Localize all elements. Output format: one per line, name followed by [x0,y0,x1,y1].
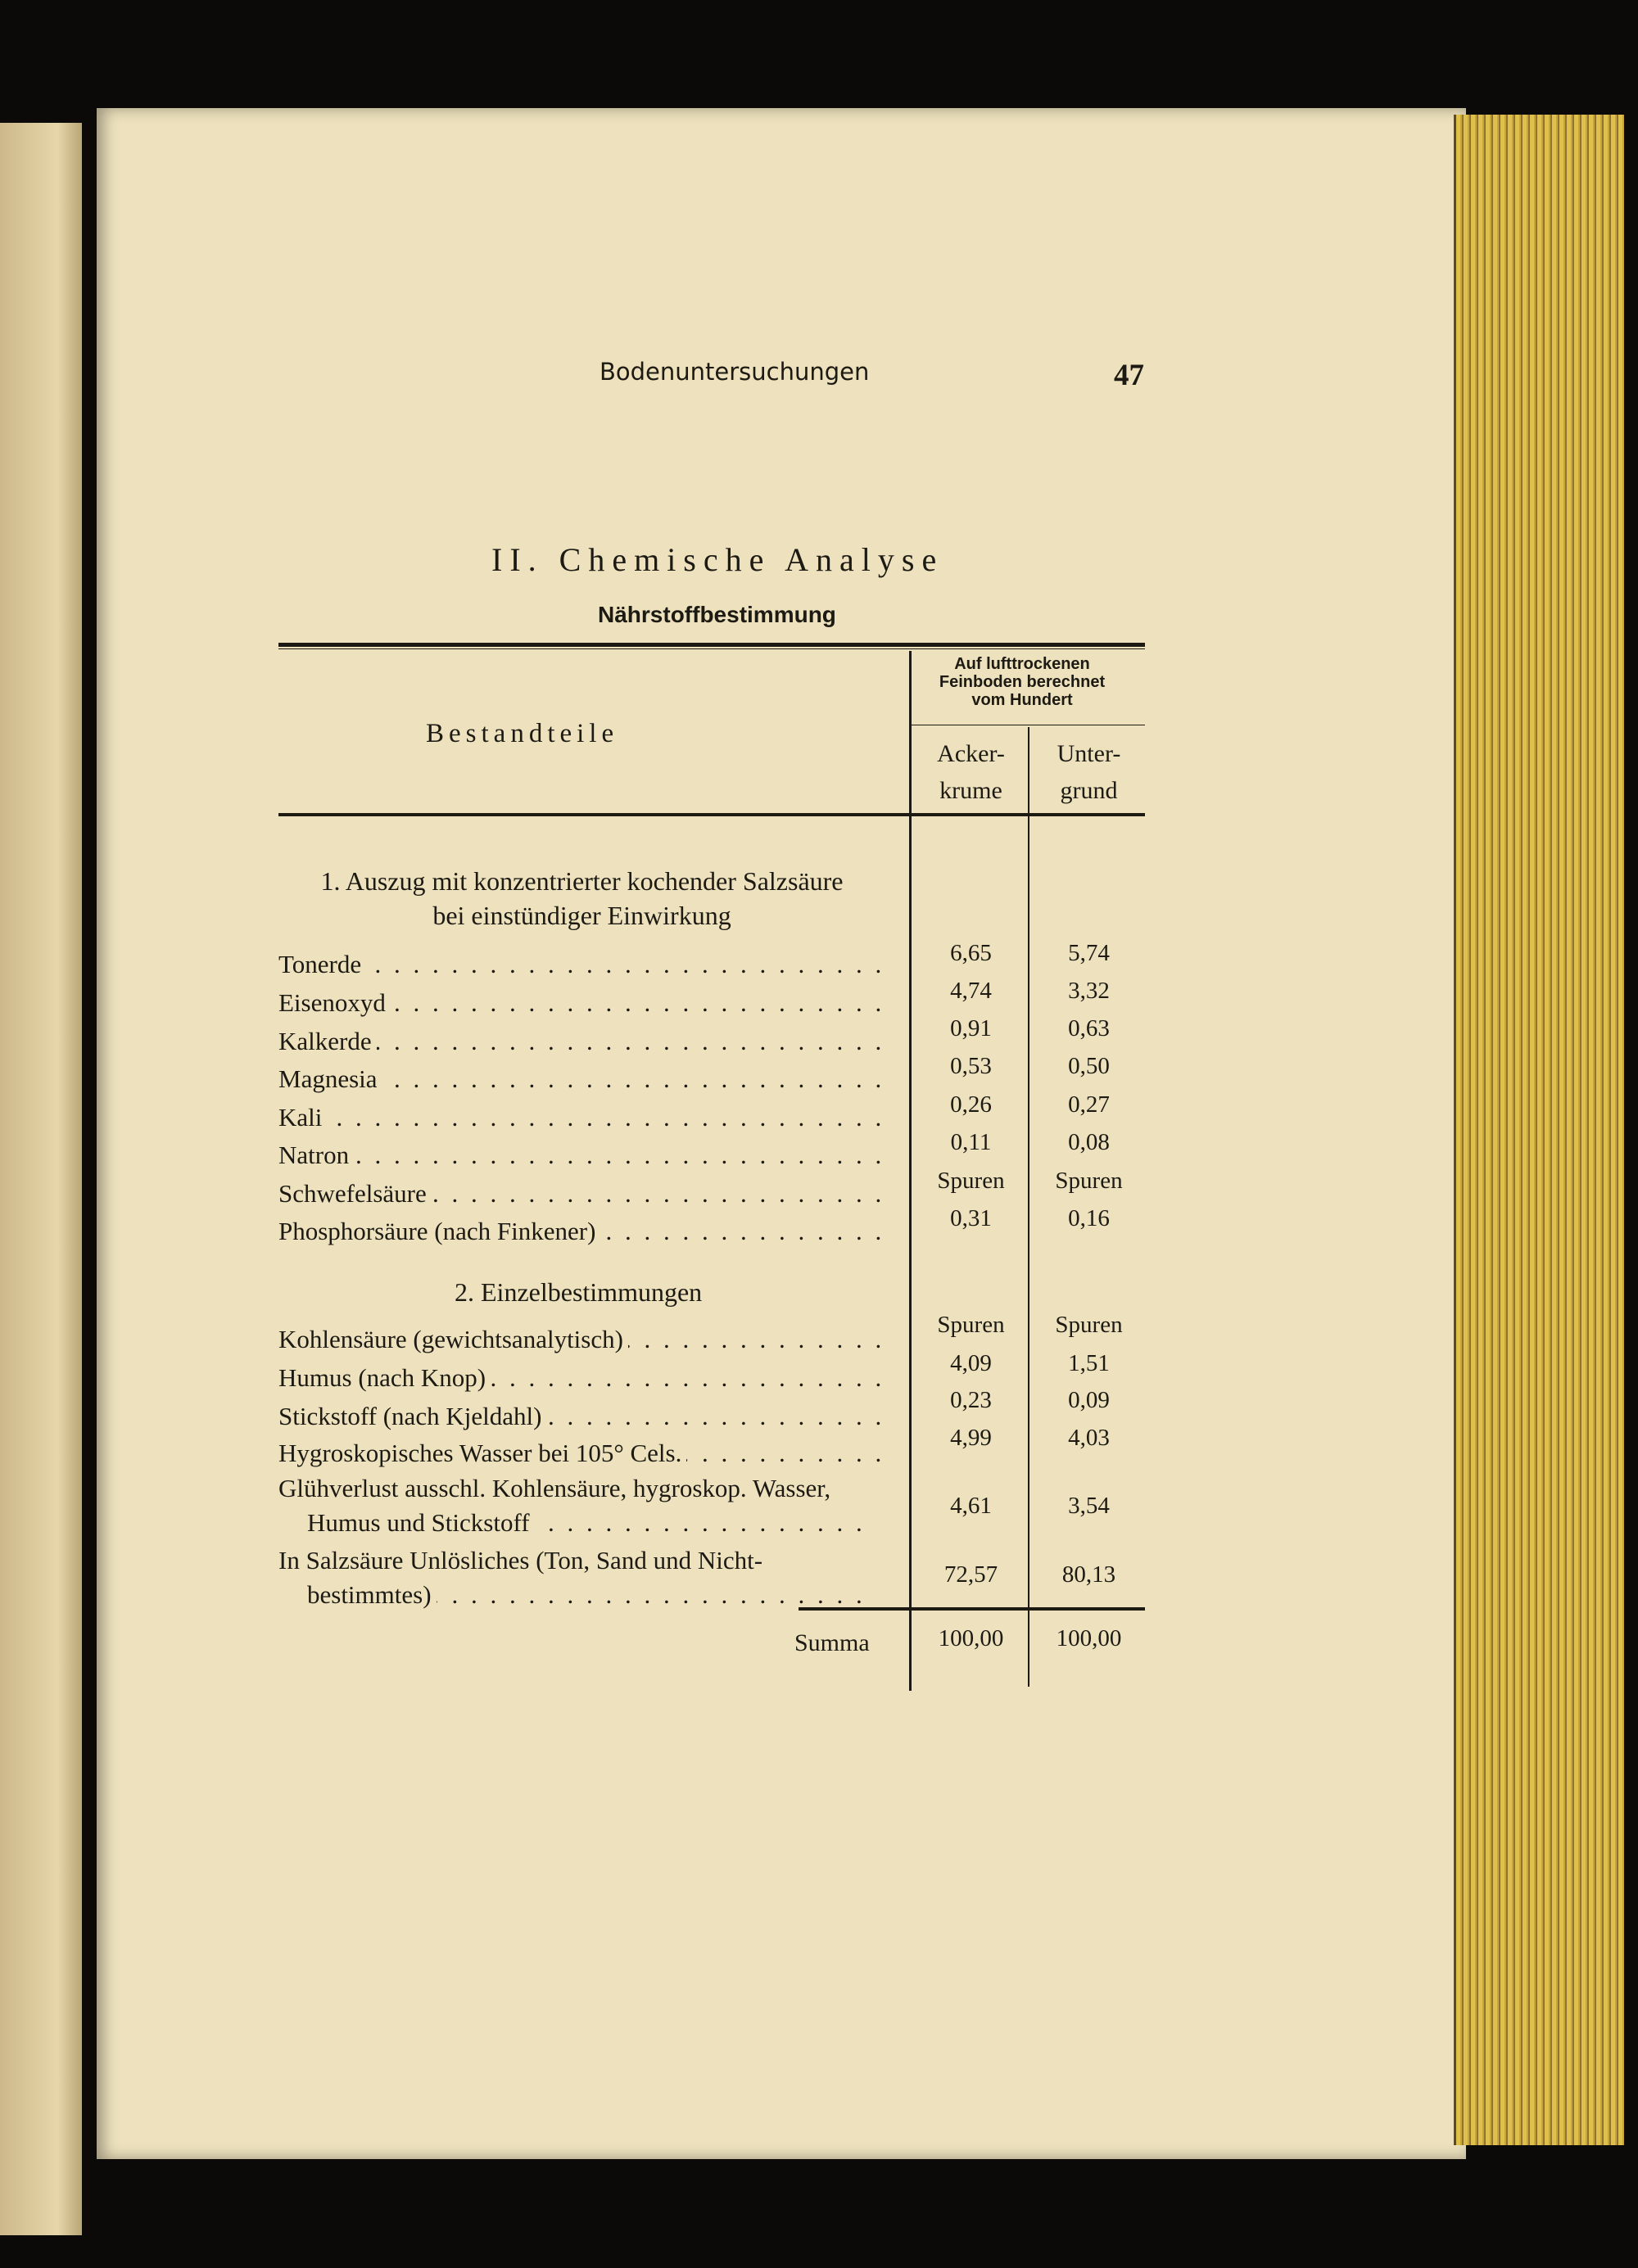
row-label-text: Tonerde [278,950,366,978]
column-group-header [912,655,1133,709]
row-label [278,1179,885,1209]
value-untergrund: 1,51 [1068,1350,1110,1376]
value-untergrund: 3,32 [1068,978,1110,1004]
running-title: Bodenuntersuchungen [600,358,870,386]
header-line: krume [939,777,1002,804]
row-label [278,1325,885,1354]
section-heading-einzelbestimmungen: 2. Einzelbestimmungen [455,1277,703,1307]
value-untergrund: 0,16 [1068,1205,1110,1231]
value-ackerkrume: 6,65 [950,940,992,966]
row-label [278,1027,885,1056]
row-label-text: Eisenoxyd [278,988,391,1017]
row-label-continuation: bestimmtes) [278,1580,437,1609]
value-ackerkrume: Spuren [937,1312,1005,1338]
summa-label: Summa [794,1629,870,1656]
value-ackerkrume: 4,99 [950,1425,992,1451]
row-label-text: Humus (nach Knop) [278,1363,491,1392]
row-label-text: Kohlensäure (gewichtsanalytisch) [278,1325,628,1353]
value-ackerkrume: 0,26 [950,1091,992,1118]
value-untergrund: Spuren [1055,1312,1123,1338]
section-heading-line: bei einstündiger Einwirkung [432,901,731,930]
header-line: Unter- [1057,740,1121,767]
row-label [278,1064,885,1094]
value-ackerkrume: Spuren [937,1168,1005,1194]
row-label-text: Kali [278,1103,327,1132]
row-label [278,1141,885,1170]
column-header-ackerkrume [916,735,1026,809]
section-heading-auszug [281,864,883,933]
value-ackerkrume: 0,53 [950,1053,992,1079]
row-label [278,1439,885,1468]
row-label-text: Glühverlust ausschl. Kohlensäure, hygroskop. Wasser, [278,1474,835,1502]
column-header-untergrund [1034,735,1144,809]
value-untergrund: 80,13 [1061,1561,1116,1588]
header-bottom-rule [278,813,1145,816]
row-label-text: Phosphorsäure (nach Finkener) [278,1217,600,1245]
row-label-text: Stickstoff (nach Kjeldahl) [278,1402,546,1430]
row-label [278,1103,885,1132]
value-untergrund: 3,54 [1068,1493,1110,1519]
value-untergrund: 0,27 [1068,1091,1110,1118]
row-label [278,1402,885,1431]
row-label [278,950,885,979]
column-divider-main [909,651,912,1691]
section-title: II. Chemische Analyse [491,541,944,578]
row-label [278,1217,885,1246]
row-label-text: Kalkerde [278,1027,377,1055]
value-untergrund: 0,09 [1068,1387,1110,1413]
column-divider-sub [1028,727,1029,1687]
value-untergrund: 0,08 [1068,1129,1110,1155]
header-line: Acker- [937,740,1005,767]
value-untergrund: 0,50 [1068,1053,1110,1079]
value-ackerkrume: 4,09 [950,1350,992,1376]
row-label [278,988,885,1018]
row-label [278,1363,885,1393]
value-ackerkrume: 72,57 [943,1561,998,1588]
row-label-text: Hygroskopisches Wasser bei 105° Cels. [278,1439,686,1467]
value-ackerkrume: 0,31 [950,1205,992,1231]
table-top-rule-thin [278,648,1145,649]
page-number: 47 [1114,359,1144,392]
summa-untergrund: 100,00 [1056,1625,1122,1651]
value-ackerkrume: 0,11 [950,1129,992,1155]
group-header-line: vom Hundert [971,691,1073,709]
group-header-line: Auf lufttrockenen [954,655,1090,673]
row-label-continuation: Humus und Stickstoff [278,1508,535,1537]
value-untergrund: 4,03 [1068,1425,1110,1451]
header-line: grund [1060,777,1118,804]
value-untergrund: 5,74 [1068,940,1110,966]
value-untergrund: 0,63 [1068,1015,1110,1041]
row-label-text: Natron [278,1141,354,1169]
row-label-text: Magnesia [278,1064,382,1093]
column-header-bestandteile: Bestandteile [426,719,619,748]
table-top-rule [278,643,1145,647]
row-label-text: In Salzsäure Unlösliches (Ton, Sand und Nicht- [278,1546,767,1574]
value-ackerkrume: 0,91 [950,1015,992,1041]
value-ackerkrume: 4,74 [950,978,992,1004]
book-page [97,108,1466,2159]
section-subtitle: Nährstoffbestimmung [598,602,836,627]
value-ackerkrume: 4,61 [950,1493,992,1519]
left-page-edge [0,123,82,2235]
page-edges-gilt [1454,115,1624,2145]
value-ackerkrume: 0,23 [950,1387,992,1413]
summa-ackerkrume: 100,00 [938,1625,1004,1651]
group-header-line: Feinboden berechnet [939,673,1106,691]
value-untergrund: Spuren [1055,1168,1123,1194]
row-label [278,1471,885,1540]
row-label [278,1543,885,1612]
row-label-text: Schwefelsäure [278,1179,432,1208]
section-heading-line: 1. Auszug mit konzentrierter kochender Salzsäure [320,866,844,896]
